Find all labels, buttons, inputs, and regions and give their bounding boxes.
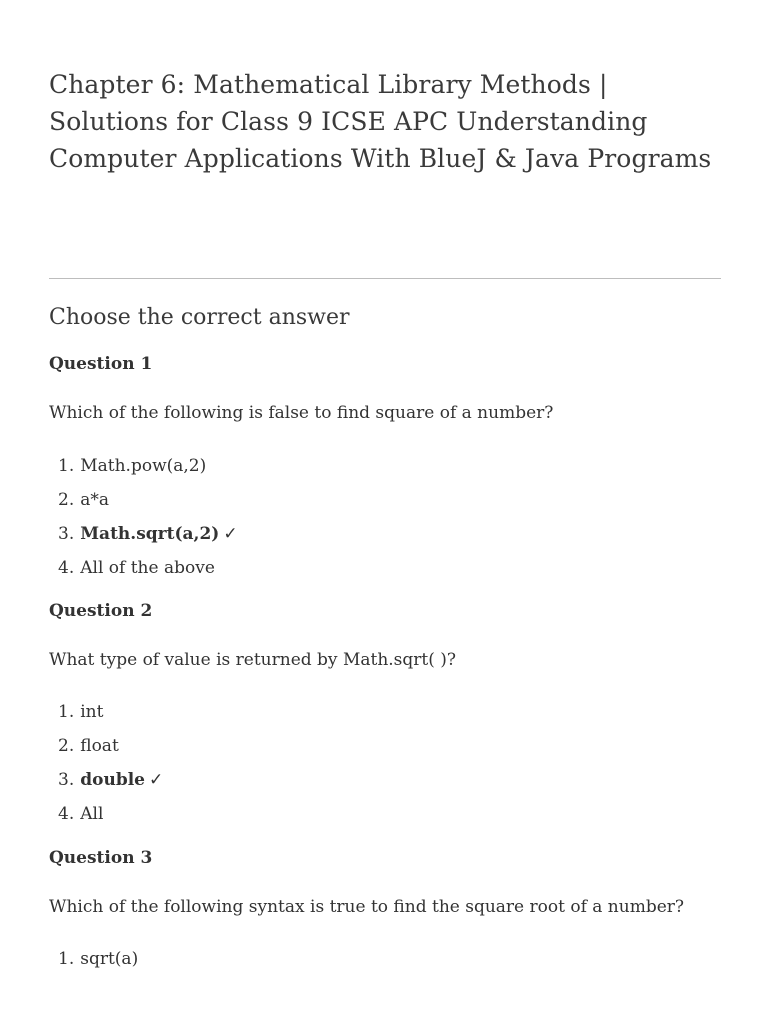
- option-text: sqrt(a): [80, 949, 139, 969]
- question-heading: Question 2: [49, 601, 153, 621]
- option-item: [58, 488, 238, 522]
- option-text: double: [80, 770, 145, 790]
- option-number: 2.: [58, 736, 75, 756]
- options-list: [58, 454, 238, 590]
- page-title: Chapter 6: Mathematical Library Methods | Solutions for Class 9 ICSE APC Understanding Computer Applications With BlueJ & Java Programs: [49, 70, 712, 173]
- options-list: [58, 700, 163, 836]
- option-number: 3.: [58, 524, 75, 544]
- option-item: [58, 802, 163, 836]
- option-number: 1.: [58, 702, 75, 722]
- question-text: Which of the following syntax is true to find the square root of a number?: [49, 897, 685, 917]
- option-text: All: [80, 804, 104, 824]
- option-number: 1.: [58, 949, 75, 969]
- section-heading: Choose the correct answer: [49, 305, 350, 330]
- question-heading: Question 1: [49, 354, 153, 374]
- option-item: [58, 556, 238, 590]
- option-item: [58, 454, 238, 488]
- divider: [49, 278, 721, 279]
- options-list: [58, 947, 138, 981]
- question-text: Which of the following is false to find square of a number?: [49, 403, 554, 423]
- option-item-correct: [58, 522, 238, 556]
- checkmark-icon: ✓: [223, 524, 238, 544]
- question-heading: Question 3: [49, 848, 153, 868]
- option-item: [58, 700, 163, 734]
- option-text: a*a: [80, 490, 110, 510]
- option-number: 3.: [58, 770, 75, 790]
- option-number: 4.: [58, 558, 75, 578]
- option-number: 1.: [58, 456, 75, 476]
- option-number: 2.: [58, 490, 75, 510]
- option-text: Math.pow(a,2): [80, 456, 207, 476]
- question-text: What type of value is returned by Math.sqrt( )?: [49, 650, 457, 670]
- option-item: [58, 734, 163, 768]
- option-text: Math.sqrt(a,2): [80, 524, 220, 544]
- option-text: float: [80, 736, 119, 756]
- option-item: [58, 947, 138, 981]
- checkmark-icon: ✓: [148, 770, 164, 790]
- option-number: 4.: [58, 804, 75, 824]
- option-item-correct: [58, 768, 163, 802]
- option-text: All of the above: [80, 558, 215, 578]
- option-text: int: [80, 702, 104, 722]
